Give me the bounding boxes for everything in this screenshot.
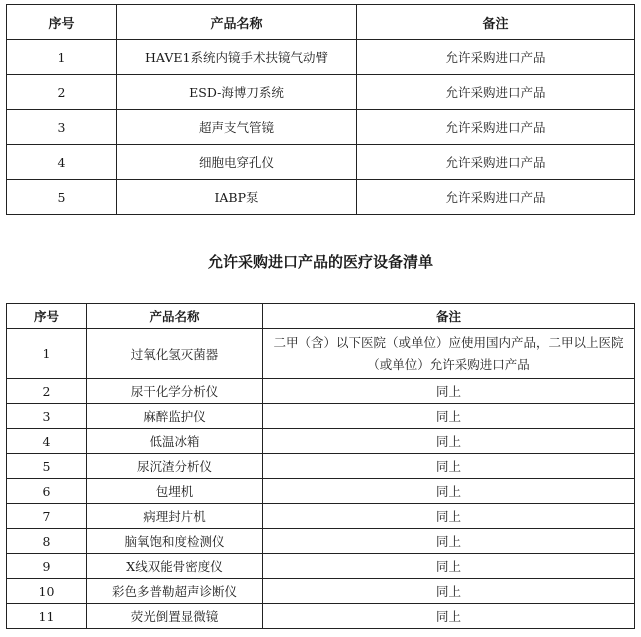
cell-index: 3 bbox=[7, 110, 117, 145]
header-index: 序号 bbox=[7, 5, 117, 40]
cell-index: 9 bbox=[7, 554, 87, 579]
cell-index: 2 bbox=[7, 75, 117, 110]
cell-index: 4 bbox=[7, 145, 117, 180]
cell-remarks: 允许采购进口产品 bbox=[357, 110, 635, 145]
cell-product-name: 麻醉监护仪 bbox=[87, 404, 263, 429]
cell-remarks: 同上 bbox=[263, 429, 635, 454]
cell-index: 1 bbox=[7, 329, 87, 379]
table-row bbox=[7, 504, 635, 529]
cell-product-name: X线双能骨密度仪 bbox=[87, 554, 263, 579]
cell-remarks: 允许采购进口产品 bbox=[357, 180, 635, 215]
table-row bbox=[7, 604, 635, 629]
section-title: 允许采购进口产品的医疗设备清单 bbox=[207, 253, 433, 271]
cell-index: 1 bbox=[7, 40, 117, 75]
cell-index: 3 bbox=[7, 404, 87, 429]
cell-index: 2 bbox=[7, 379, 87, 404]
cell-remarks: 允许采购进口产品 bbox=[357, 145, 635, 180]
cell-product-name: 细胞电穿孔仪 bbox=[117, 145, 357, 180]
header-remarks: 备注 bbox=[263, 304, 635, 329]
cell-remarks: 同上 bbox=[263, 379, 635, 404]
cell-index: 5 bbox=[7, 180, 117, 215]
header-index: 序号 bbox=[7, 304, 87, 329]
table-row bbox=[7, 529, 635, 554]
cell-product-name: ESD-海博刀系统 bbox=[117, 75, 357, 110]
header-product-name: 产品名称 bbox=[87, 304, 263, 329]
cell-product-name: 过氧化氢灭菌器 bbox=[87, 329, 263, 379]
header-product-name: 产品名称 bbox=[117, 5, 357, 40]
cell-product-name: 低温冰箱 bbox=[87, 429, 263, 454]
table-row bbox=[7, 404, 635, 429]
cell-remarks: 二甲（含）以下医院（或单位）应使用国内产品，二甲以上医院（或单位）允许采购进口产品 bbox=[263, 329, 635, 379]
cell-index: 4 bbox=[7, 429, 87, 454]
cell-product-name: 超声支气管镜 bbox=[117, 110, 357, 145]
table-row bbox=[7, 479, 635, 504]
cell-remarks: 同上 bbox=[263, 479, 635, 504]
cell-index: 5 bbox=[7, 454, 87, 479]
cell-product-name: 脑氧饱和度检测仪 bbox=[87, 529, 263, 554]
cell-product-name: IABP泵 bbox=[117, 180, 357, 215]
table-row bbox=[7, 329, 635, 379]
cell-product-name: 尿沉渣分析仪 bbox=[87, 454, 263, 479]
cell-product-name: 包埋机 bbox=[87, 479, 263, 504]
cell-product-name: 荧光倒置显微镜 bbox=[87, 604, 263, 629]
cell-index: 8 bbox=[7, 529, 87, 554]
cell-product-name: 彩色多普勒超声诊断仪 bbox=[87, 579, 263, 604]
table-header-row bbox=[7, 5, 635, 40]
cell-product-name: 病理封片机 bbox=[87, 504, 263, 529]
table-row bbox=[7, 180, 635, 215]
header-remarks: 备注 bbox=[357, 5, 635, 40]
table-2 bbox=[6, 303, 635, 629]
table-row bbox=[7, 429, 635, 454]
cell-index: 7 bbox=[7, 504, 87, 529]
cell-remarks: 允许采购进口产品 bbox=[357, 75, 635, 110]
cell-remarks: 同上 bbox=[263, 529, 635, 554]
table-row bbox=[7, 40, 635, 75]
cell-index: 6 bbox=[7, 479, 87, 504]
table-header-row bbox=[7, 304, 635, 329]
cell-remarks: 同上 bbox=[263, 604, 635, 629]
cell-remarks: 同上 bbox=[263, 404, 635, 429]
table-row bbox=[7, 554, 635, 579]
table-row bbox=[7, 579, 635, 604]
cell-remarks: 同上 bbox=[263, 579, 635, 604]
cell-remarks: 同上 bbox=[263, 554, 635, 579]
cell-product-name: HAVE1系统内镜手术扶镜气动臂 bbox=[117, 40, 357, 75]
table-row bbox=[7, 75, 635, 110]
cell-remarks: 同上 bbox=[263, 504, 635, 529]
table-row bbox=[7, 454, 635, 479]
table-row bbox=[7, 145, 635, 180]
cell-index: 10 bbox=[7, 579, 87, 604]
cell-product-name: 尿干化学分析仪 bbox=[87, 379, 263, 404]
table-1 bbox=[6, 4, 635, 215]
table-row bbox=[7, 110, 635, 145]
cell-remarks: 允许采购进口产品 bbox=[357, 40, 635, 75]
table-row bbox=[7, 379, 635, 404]
cell-index: 11 bbox=[7, 604, 87, 629]
cell-remarks: 同上 bbox=[263, 454, 635, 479]
